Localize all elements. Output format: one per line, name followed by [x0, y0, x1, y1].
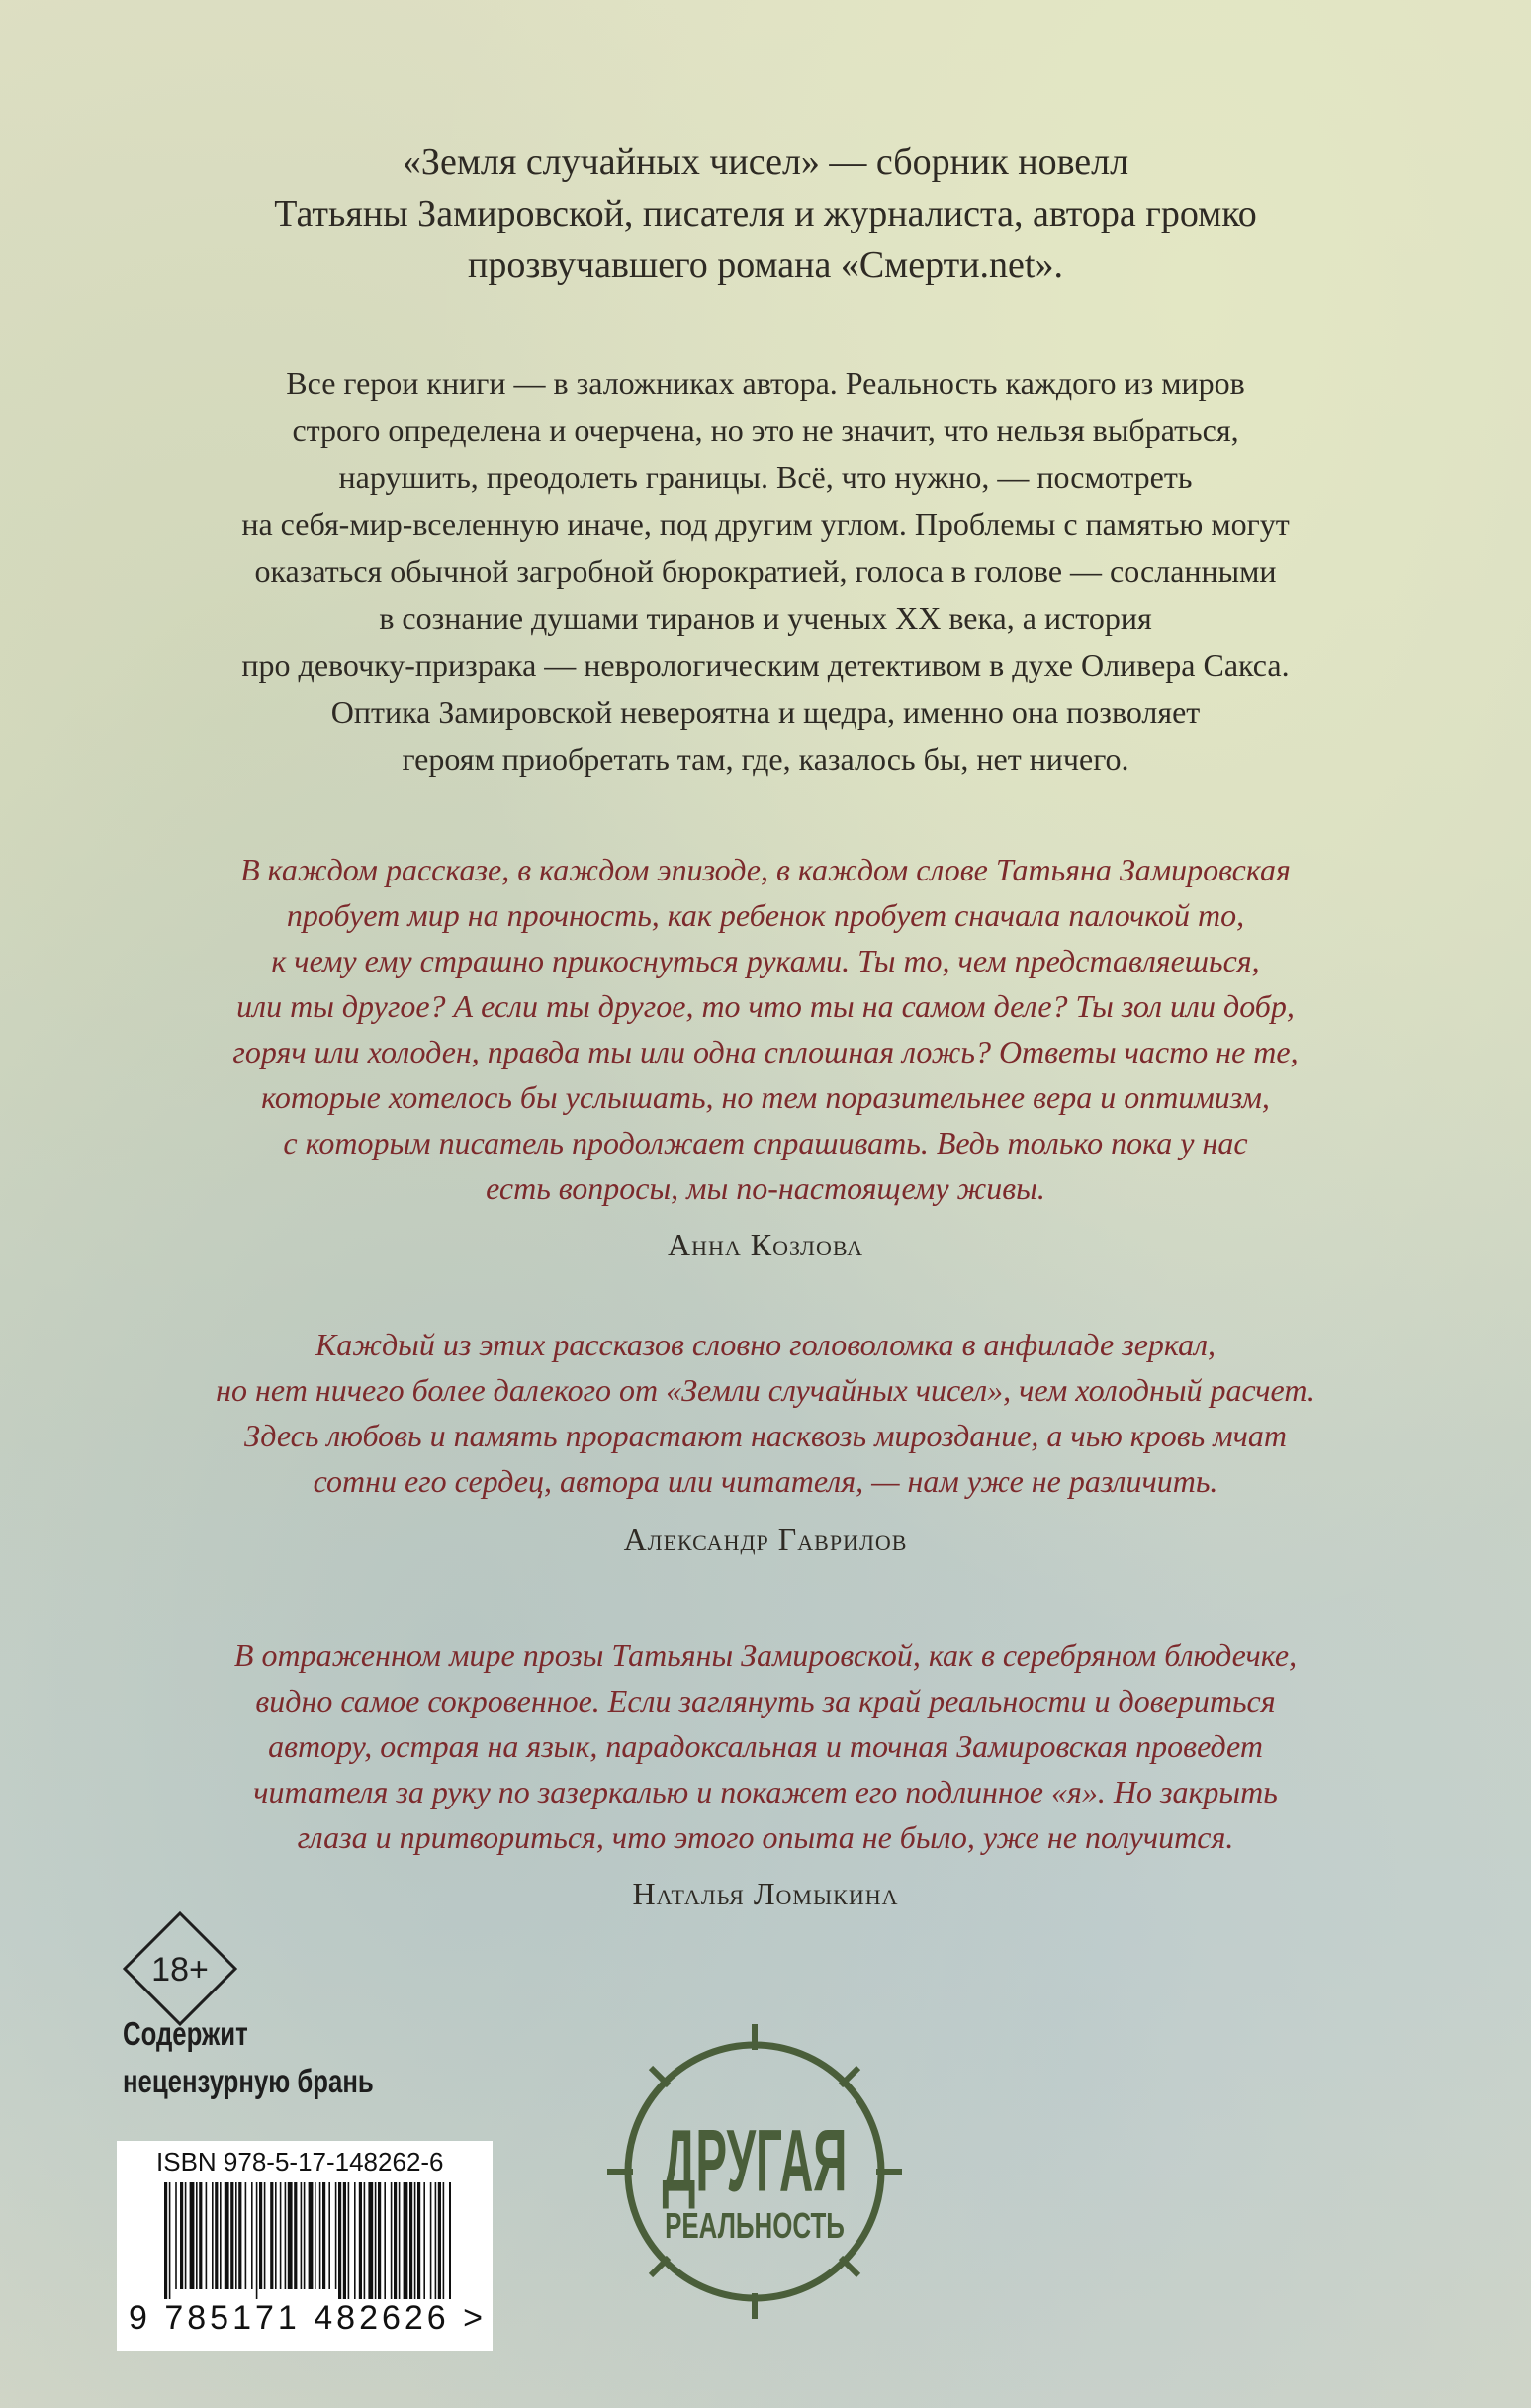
barcode-bar [280, 2182, 282, 2289]
barcode-bar [354, 2182, 356, 2299]
barcode-bar [230, 2182, 233, 2289]
barcode-bar [270, 2182, 273, 2289]
barcode-bar [215, 2182, 218, 2289]
barcode-bar [348, 2182, 350, 2299]
isbn-barcode-digits: 9 785171 482626 > [129, 2299, 488, 2337]
barcode-bar [335, 2182, 337, 2289]
review-quote-2 [0, 1322, 1531, 1504]
review-line: В отраженном мире прозы Татьяны Замировской, как в серебряном блюдечке, [233, 1637, 1298, 1673]
barcode-bar [417, 2182, 420, 2299]
barcode-bar [359, 2182, 362, 2299]
barcode-bar [185, 2182, 187, 2289]
description-line: героям приобретать там, где, казалось бы, нет ничего. [402, 741, 1129, 777]
intro-line: «Земля случайных чисел» — сборник новелл [402, 141, 1129, 183]
barcode-bar [443, 2182, 445, 2299]
review-line: сотни его сердец, автора или читателя, — нам уже не различить. [313, 1463, 1218, 1499]
barcode-bar [238, 2182, 241, 2289]
barcode-bar [285, 2182, 287, 2289]
barcode-bar [206, 2182, 208, 2289]
review-quote-1 [0, 847, 1531, 1211]
barcode-bar [259, 2182, 262, 2289]
barcode-bar [423, 2182, 425, 2299]
barcode-bar [294, 2182, 297, 2289]
content-warning-line: нецензурную брань [123, 2063, 374, 2099]
barcode-bar [175, 2182, 177, 2289]
barcode-bar [328, 2182, 330, 2289]
review-line: или ты другое? А если ты другое, то что ты на самом деле? Ты зол или добр, [236, 988, 1295, 1024]
review-line: есть вопросы, мы по-настоящему живы. [486, 1170, 1045, 1206]
barcode-bar [322, 2182, 325, 2289]
barcode-bar [275, 2182, 277, 2289]
barcode-bar [315, 2182, 316, 2289]
age-rating-text: 18+ [151, 1951, 209, 1989]
barcode-bar [256, 2182, 258, 2299]
barcode-bar [375, 2182, 377, 2299]
intro-paragraph [0, 137, 1531, 291]
description-line: в сознание душами тиранов и ученых XX века, а история [379, 600, 1152, 636]
description-paragraph [0, 360, 1531, 784]
review-line: Здесь любовь и память прорастают насквозь мироздание, а чью кровь мчат [243, 1418, 1288, 1453]
review-line: В каждом рассказе, в каждом эпизоде, в каждом слове Татьяна Замировская [240, 852, 1291, 887]
intro-line: Татьяны Замировской, писателя и журналиста, автора громко [274, 193, 1257, 234]
barcode-bar [164, 2182, 167, 2299]
review-line: автору, острая на язык, парадоксальная и точная Замировская проведет [268, 1728, 1263, 1764]
barcode-bar [212, 2182, 214, 2289]
logo-title: ДРУГАЯ [662, 2111, 848, 2211]
barcode-bar [430, 2182, 432, 2299]
logo-subtitle: РЕАЛЬНОСТЬ [665, 2205, 845, 2247]
barcode-bar [343, 2182, 346, 2299]
barcode-bar [169, 2182, 171, 2299]
review-author-1: Анна Козлова [667, 1227, 864, 1262]
barcode-bar [338, 2182, 341, 2299]
description-line: нарушить, преодолеть границы. Всё, что нужно, — посмотреть [338, 459, 1193, 495]
review-line: которые хотелось бы услышать, но тем поразительнее вера и оптимизм, [261, 1079, 1270, 1115]
description-line: на себя-мир-вселенную иначе, под другим углом. Проблемы с памятью могут [241, 506, 1290, 542]
description-line: про девочку-призрака — неврологическим детективом в духе Оливера Сакса. [241, 647, 1290, 683]
barcode-bar [414, 2182, 416, 2299]
barcode-bar [235, 2182, 237, 2289]
review-line: с которым писатель продолжает спрашивать. Ведь только пока у нас [283, 1125, 1248, 1160]
review-line: видно самое сокровенное. Если заглянуть за край реальности и довериться [255, 1683, 1276, 1718]
barcode-bar [180, 2182, 183, 2289]
content-warning [123, 2010, 374, 2105]
barcode-bar [251, 2182, 253, 2289]
review-quote-3 [0, 1632, 1531, 1860]
description-line: Все герои книги — в заложниках автора. Реальность каждого из миров [286, 365, 1245, 401]
barcode-bar [399, 2182, 401, 2299]
content-warning-line: Содержит [123, 2015, 248, 2052]
barcode-bar [364, 2182, 366, 2299]
barcode-bar [301, 2182, 303, 2289]
review-author-3: Наталья Ломыкина [632, 1876, 899, 1911]
review-line: глаза и притвориться, что этого опыта не было, уже не получится. [297, 1819, 1234, 1855]
isbn-barcode-block [117, 2141, 493, 2351]
barcode-bar [288, 2182, 293, 2289]
barcode-bar [245, 2182, 247, 2289]
isbn-label: ISBN 978-5-17-148262-6 [156, 2147, 444, 2176]
barcode-bar [196, 2182, 198, 2289]
intro-line: прозвучавшего романа «Смерти.net». [468, 244, 1063, 286]
barcode-bar [225, 2182, 229, 2289]
barcode [164, 2182, 451, 2299]
barcode-bar [384, 2182, 386, 2299]
barcode-bar [394, 2182, 397, 2299]
review-author-2: Александр Гаврилов [623, 1522, 908, 1557]
barcode-bar [409, 2182, 412, 2299]
barcode-bar [190, 2182, 195, 2289]
barcode-bar [220, 2182, 222, 2289]
barcode-bar [438, 2182, 441, 2299]
barcode-bar [404, 2182, 408, 2299]
review-line: но нет ничего более далекого от «Земли случайных чисел», чем холодный расчет. [216, 1372, 1315, 1408]
review-line: к чему ему страшно прикоснуться руками. Ты то, чем представляешься, [271, 943, 1260, 978]
review-line: читателя за руку по зазеркалью и покажет его подлинное «я». Но закрыть [253, 1774, 1278, 1809]
barcode-bar [449, 2182, 451, 2299]
barcode-bar [199, 2182, 202, 2289]
description-line: строго определена и очерчена, но это не значит, что нельзя выбраться, [292, 412, 1239, 448]
barcode-bar [435, 2182, 437, 2299]
barcode-bar [368, 2182, 373, 2299]
review-line: Каждый из этих рассказов словно головоломка в анфиладе зеркал, [315, 1327, 1216, 1362]
barcode-bar [391, 2182, 393, 2299]
barcode-bar [304, 2182, 306, 2289]
barcode-bar [309, 2182, 314, 2289]
barcode-bar [378, 2182, 381, 2299]
series-logo [601, 2018, 908, 2325]
description-line: Оптика Замировской невероятна и щедра, именно она позволяет [330, 694, 1201, 730]
barcode-bar [319, 2182, 321, 2289]
review-line: пробует мир на прочность, как ребенок пробует сначала палочкой то, [286, 897, 1245, 933]
barcode-bar [264, 2182, 266, 2289]
review-line: горяч или холоден, правда ты или одна сплошная ложь? Ответы часто не те, [232, 1034, 1299, 1069]
description-line: оказаться обычной загробной бюрократией, голоса в голове — сосланными [254, 553, 1277, 589]
